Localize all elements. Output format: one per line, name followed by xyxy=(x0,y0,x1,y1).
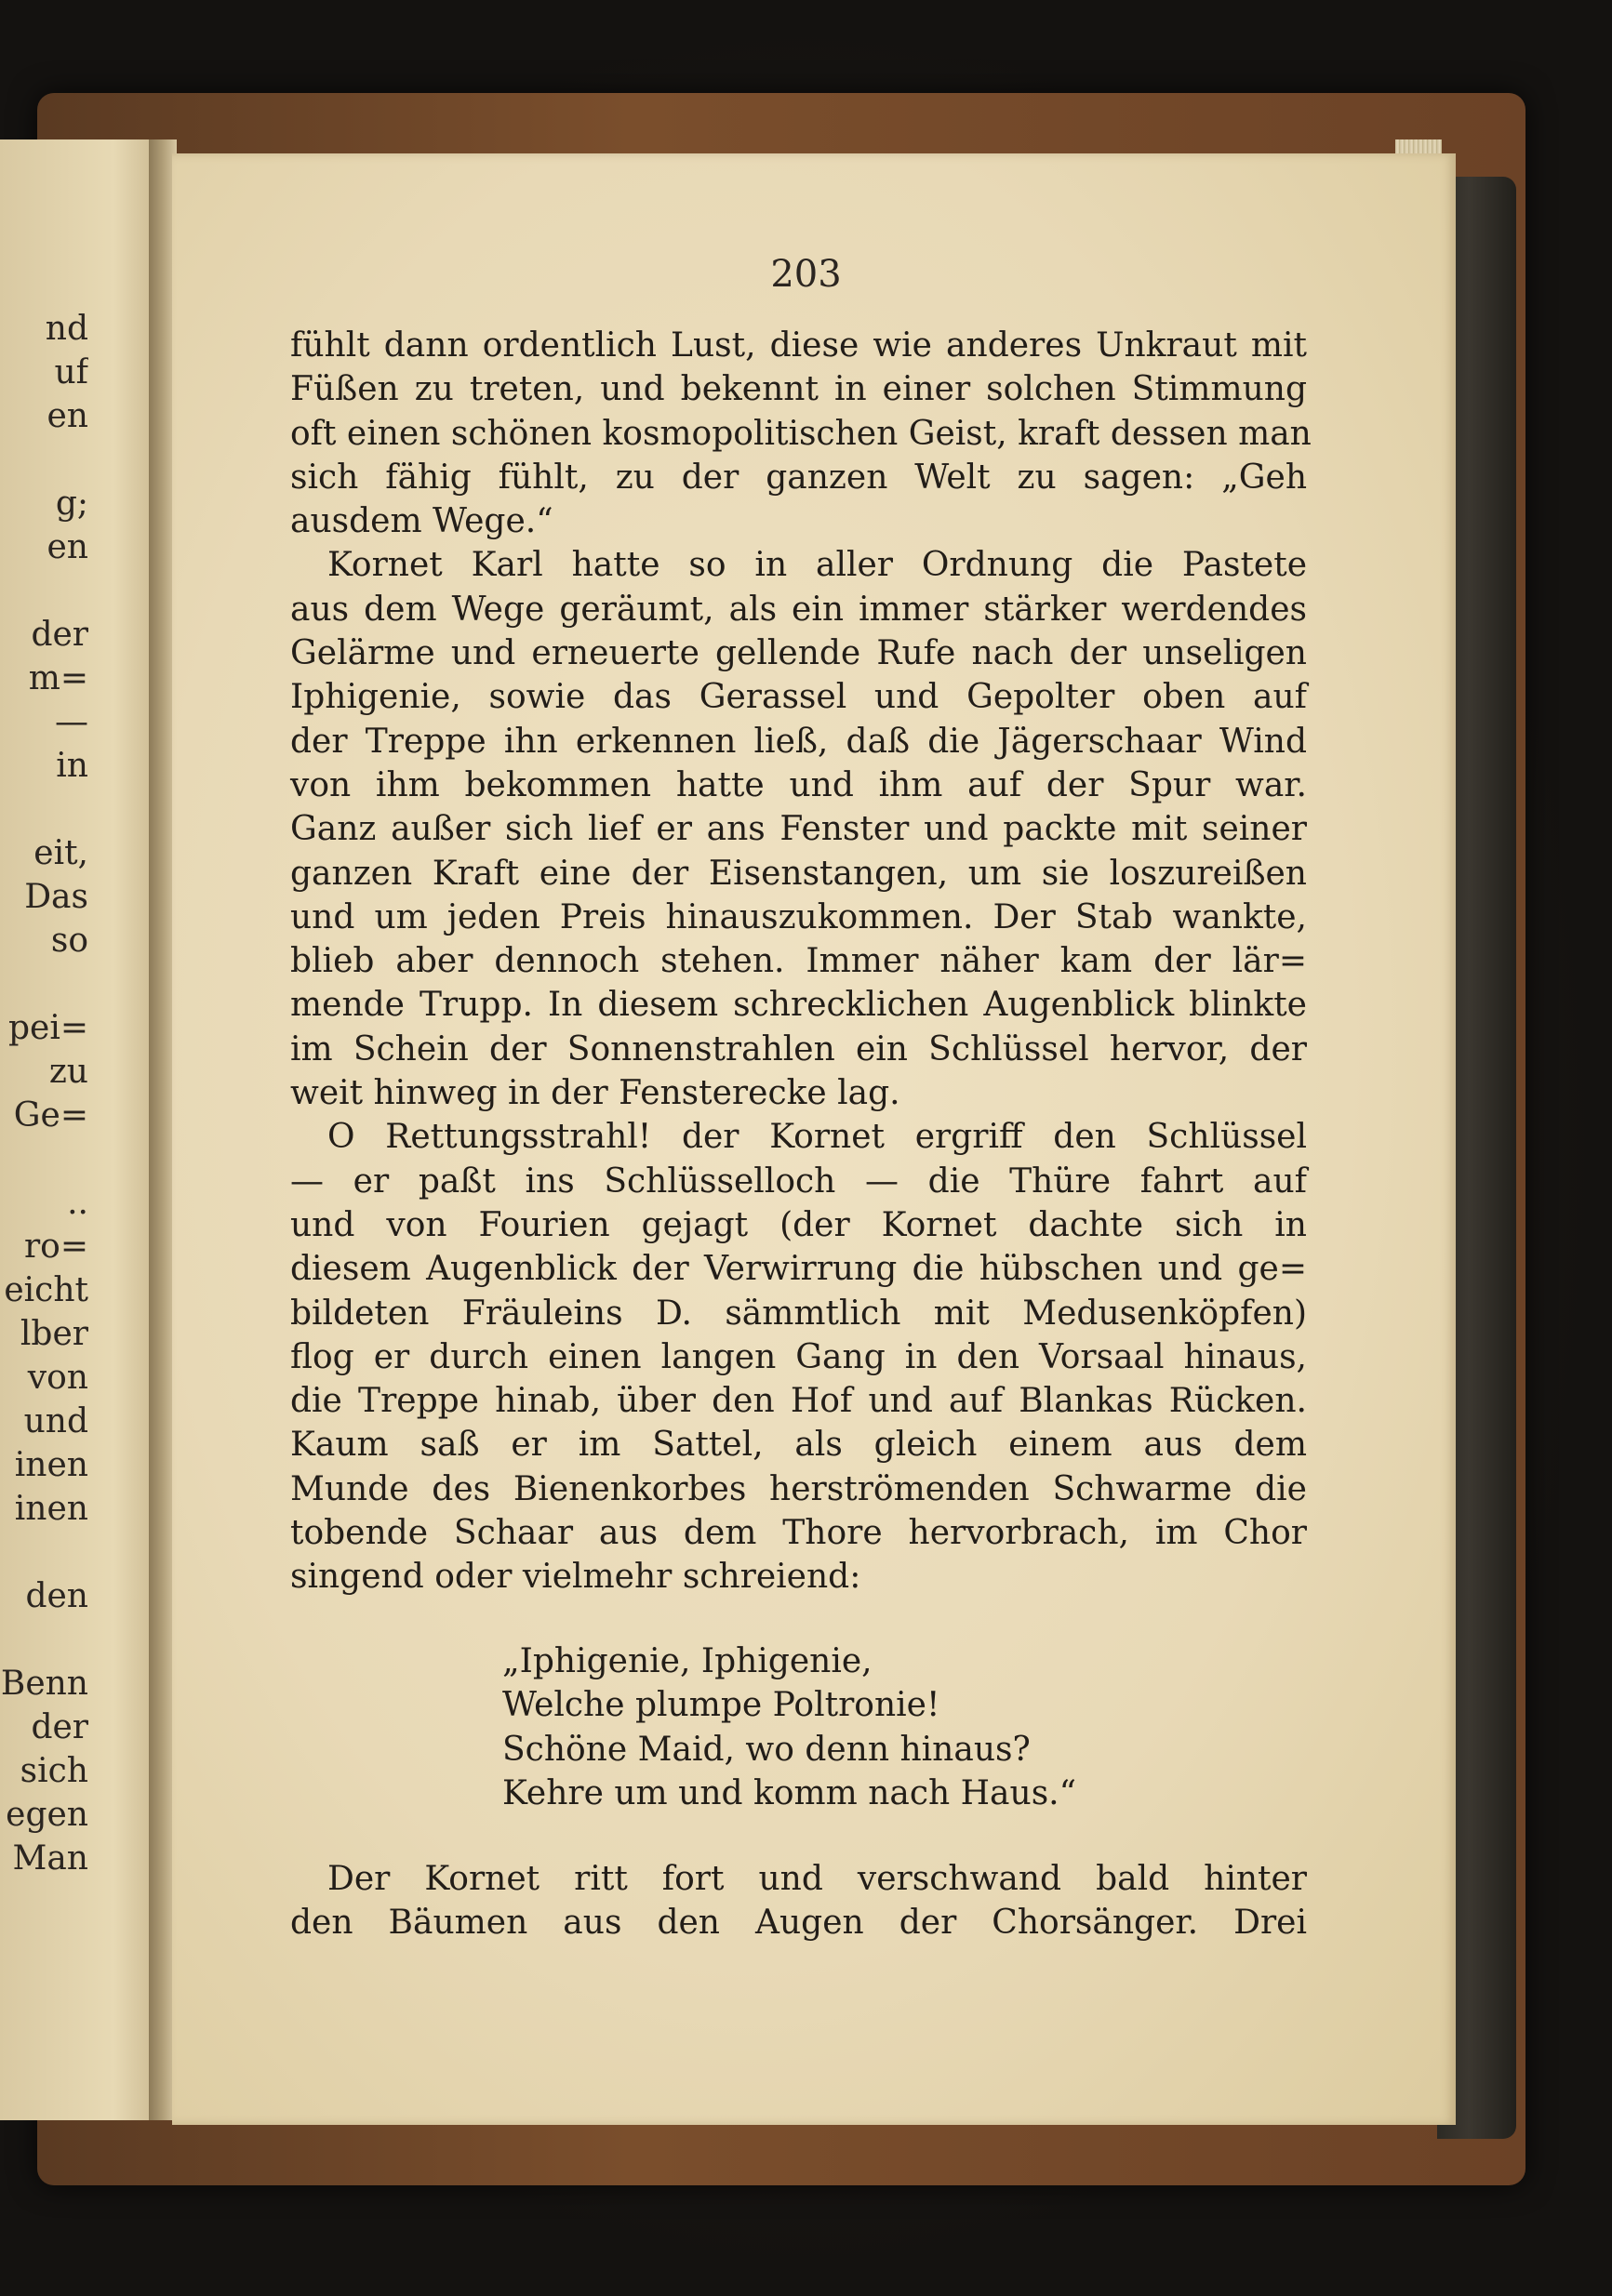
left-fragment: ro= xyxy=(23,1228,88,1266)
left-fragment: Das xyxy=(24,878,88,916)
left-fragment: der xyxy=(31,616,88,654)
left-fragment: und xyxy=(23,1402,88,1440)
paragraph-4 xyxy=(290,1857,1307,1945)
text-line: bildeten Fräuleins D. sämmtlich mit Medusenköpfen) xyxy=(290,1294,1307,1333)
page-number: 203 xyxy=(770,253,842,296)
left-fragment: Benn xyxy=(0,1665,88,1703)
text-line: ausdem Wege.“ xyxy=(290,502,553,541)
text-line: fühlt dann ordentlich Lust, diese wie anderes Unkraut mit xyxy=(290,326,1307,365)
left-fragment: Man xyxy=(12,1839,88,1878)
text-line: Munde des Bienenkorbes herströmenden Schwarme die xyxy=(290,1469,1307,1508)
left-fragment: en xyxy=(47,528,88,566)
text-line: Der Kornet ritt fort und verschwand bald hinter xyxy=(327,1860,1307,1898)
left-fragment: nd xyxy=(45,310,88,348)
text-line: Füßen zu treten, und bekennt in einer solchen Stimmung xyxy=(290,370,1307,409)
left-fragment xyxy=(0,438,88,482)
text-line: flog er durch einen langen Gang in den Vorsaal hinaus, xyxy=(290,1337,1307,1376)
text-line: Welche plumpe Poltronie! xyxy=(502,1686,940,1725)
text-line: aus dem Wege geräumt, als ein immer stärker werdendes xyxy=(290,590,1307,629)
left-fragment xyxy=(0,569,88,613)
text-line: Kornet Karl hatte so in aller Ordnung die Pastete xyxy=(327,546,1307,585)
left-fragment: g; xyxy=(55,484,88,523)
left-fragment: eicht xyxy=(4,1271,88,1309)
left-fragment: lber xyxy=(20,1315,88,1353)
left-fragment: inen xyxy=(14,1446,88,1484)
left-fragment: eit, xyxy=(33,834,88,872)
text-line: diesem Augenblick der Verwirrung die hübschen und ge= xyxy=(290,1250,1307,1289)
text-line: im Schein der Sonnenstrahlen ein Schlüssel hervor, der xyxy=(290,1029,1307,1068)
left-page-text-fragments xyxy=(0,307,88,1880)
left-fragment: pei= xyxy=(7,1009,88,1047)
left-fragment: .. xyxy=(67,1184,88,1222)
text-line: und von Fourien gejagt (der Kornet dachte sich in xyxy=(290,1205,1307,1244)
left-fragment: der xyxy=(31,1708,88,1746)
left-fragment xyxy=(0,1618,88,1662)
left-fragment: so xyxy=(50,922,88,960)
paragraph-1 xyxy=(290,324,1312,543)
left-fragment: Ge= xyxy=(13,1096,88,1135)
text-line: von ihm bekommen hatte und ihm auf der Spur war. xyxy=(290,765,1307,804)
left-fragment: en xyxy=(47,397,88,435)
left-fragment: in xyxy=(56,747,88,785)
text-line: mende Trupp. In diesem schrecklichen Augenblick blinkte xyxy=(290,986,1307,1025)
text-line: oft einen schönen kosmopolitischen Geist, kraft dessen man xyxy=(290,414,1312,453)
text-line: die Treppe hinab, über den Hof und auf Blankas Rücken. xyxy=(290,1382,1307,1421)
text-line: der Treppe ihn erkennen ließ, daß die Jägerschaar Wind xyxy=(290,722,1307,761)
left-fragment: m= xyxy=(28,659,88,697)
text-line: Schöne Maid, wo denn hinaus? xyxy=(502,1730,1031,1769)
text-line: „Iphigenie, Iphigenie, xyxy=(502,1642,873,1680)
left-fragment: — xyxy=(55,703,88,741)
text-line: Gelärme und erneuerte gellende Rufe nach der unseligen xyxy=(290,634,1307,673)
left-fragment: zu xyxy=(48,1053,88,1091)
text-line: singend oder vielmehr schreiend: xyxy=(290,1558,861,1597)
text-line: sich fähig fühlt, zu der ganzen Welt zu sagen: „Geh xyxy=(290,458,1307,497)
text-line: weit hinweg in der Fensterecke lag. xyxy=(290,1074,900,1113)
left-fragment: sich xyxy=(20,1752,88,1790)
left-fragment: uf xyxy=(54,353,88,392)
text-line: und um jeden Preis hinauszukommen. Der Stab wankte, xyxy=(290,897,1307,936)
left-fragment xyxy=(0,1531,88,1574)
page-body xyxy=(290,324,1312,1599)
text-line: blieb aber dennoch stehen. Immer näher kam der lär= xyxy=(290,942,1307,981)
left-fragment: von xyxy=(27,1359,88,1397)
paragraph-3 xyxy=(290,1115,1307,1599)
left-fragment xyxy=(0,1137,88,1181)
left-fragment xyxy=(0,962,88,1006)
left-fragment: inen xyxy=(14,1490,88,1528)
text-line: Iphigenie, sowie das Gerassel und Gepolter oben auf xyxy=(290,678,1307,717)
poem-verse xyxy=(502,1639,1076,1815)
paragraph-2 xyxy=(290,543,1307,1115)
text-line: — er paßt ins Schlüsselloch — die Thüre fahrt auf xyxy=(290,1161,1307,1201)
text-line: tobende Schaar aus dem Thore hervorbrach, im Chor xyxy=(290,1514,1307,1553)
text-line: den Bäumen aus den Augen der Chorsänger. Drei xyxy=(290,1904,1307,1943)
text-line: Kaum saß er im Sattel, als gleich einem aus dem xyxy=(290,1426,1307,1465)
left-fragment: egen xyxy=(6,1796,88,1834)
text-line: Kehre um und komm nach Haus.“ xyxy=(502,1773,1077,1812)
left-fragment: den xyxy=(25,1577,88,1615)
left-fragment xyxy=(0,788,88,831)
text-line: Ganz außer sich lief er ans Fenster und packte mit seiner xyxy=(290,810,1307,849)
text-line: ganzen Kraft eine der Eisenstangen, um sie loszureißen xyxy=(290,854,1307,893)
text-line: O Rettungsstrahl! der Kornet ergriff den Schlüssel xyxy=(327,1118,1307,1157)
